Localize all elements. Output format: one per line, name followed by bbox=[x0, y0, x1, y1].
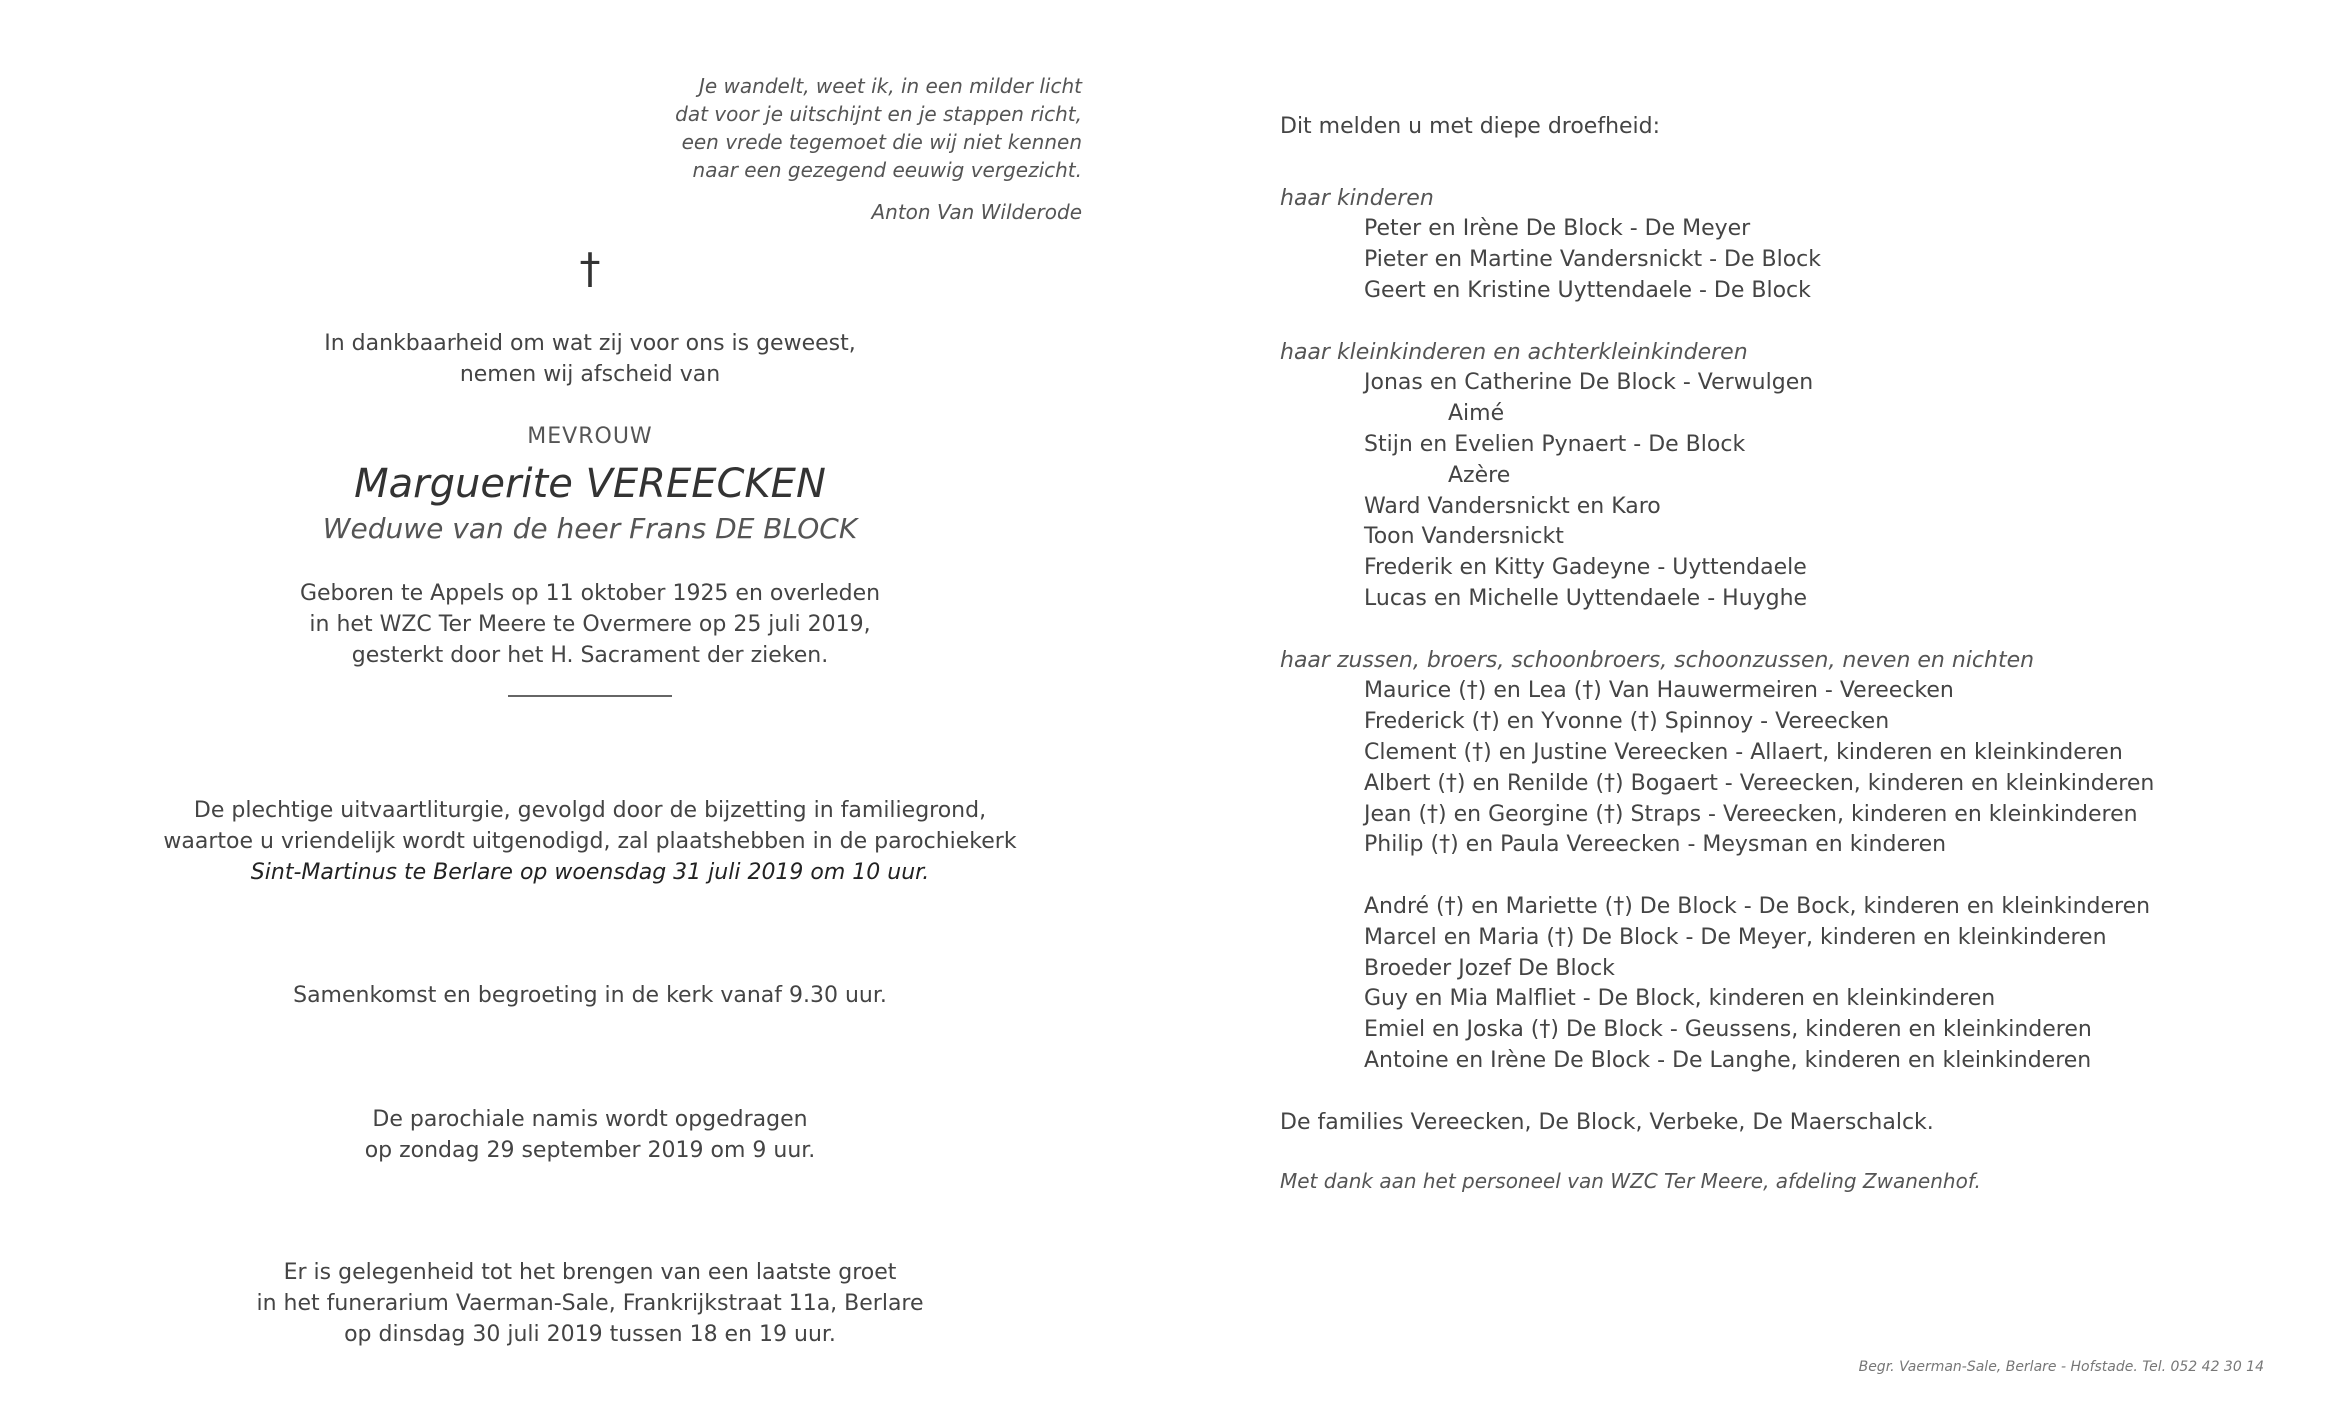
family-entry: Guy en Mia Malfliet - De Block, kinderen en kleinkinderen bbox=[1364, 986, 1996, 1012]
family-entry: Aimé bbox=[1448, 401, 1505, 427]
family-entry: Emiel en Joska (†) De Block - Geussens, kinderen en kleinkinderen bbox=[1364, 1017, 2092, 1043]
family-entry: Toon Vandersnickt bbox=[1364, 524, 1564, 550]
gathering-info: Samenkomst en begroeting in de kerk vanaf 9.30 uur. bbox=[293, 983, 887, 1008]
thanks-line: Met dank aan het personeel van WZC Ter Meere, afdeling Zwanenhof. bbox=[1280, 1169, 1981, 1194]
family-entry: Clement (†) en Justine Vereecken - Allaert, kinderen en kleinkinderen bbox=[1364, 739, 2123, 765]
family-entry: Frederik en Kitty Gadeyne - Uyttendaele bbox=[1364, 555, 1807, 581]
family-entry: Azère bbox=[1448, 462, 1511, 488]
family-entry: Peter en Irène De Block - De Meyer bbox=[1364, 216, 1751, 242]
grandchildren-heading: haar kleinkinderen en achterkleinkinderen bbox=[1280, 339, 1748, 365]
family-entry: Pieter en Martine Vandersnickt - De Block bbox=[1364, 247, 1822, 273]
cross-icon: † bbox=[579, 244, 601, 293]
visit-info bbox=[120, 1257, 1060, 1350]
birth-line: in het WZC Ter Meere te Overmere op 25 juli 2019, bbox=[309, 612, 871, 637]
visit-line: Er is gelegenheid tot het brengen van een laatste groet bbox=[283, 1260, 897, 1285]
mass-info bbox=[120, 1104, 1060, 1166]
visit-line: op dinsdag 30 juli 2019 tussen 18 en 19 uur. bbox=[344, 1322, 836, 1347]
deceased-name: Marguerite VEREECKEN bbox=[354, 461, 826, 507]
family-entry: Lucas en Michelle Uyttendaele - Huyghe bbox=[1364, 585, 1808, 611]
visit-line: in het funerarium Vaerman-Sale, Frankrijkstraat 11a, Berlare bbox=[256, 1291, 924, 1316]
funeral-line: De plechtige uitvaartliturgie, gevolgd door de bijzetting in familiegrond, bbox=[193, 798, 987, 823]
family-entry: Ward Vandersnickt en Karo bbox=[1364, 493, 1661, 519]
intro-line: nemen wij afscheid van bbox=[459, 362, 721, 387]
families-line: De families Vereecken, De Block, Verbeke, De Maerschalck. bbox=[1280, 1109, 1934, 1135]
footer-credit: Begr. Vaerman-Sale, Berlare - Hofstade. Tel. 052 42 30 14 bbox=[1858, 1359, 2264, 1375]
family-entry: Broeder Jozef De Block bbox=[1364, 955, 1615, 981]
family-entry: Maurice (†) en Lea (†) Van Hauwermeiren - Vereecken bbox=[1364, 678, 1954, 704]
birth-line: gesterkt door het H. Sacrament der zieken. bbox=[351, 643, 829, 668]
funeral-location: Sint-Martinus te Berlare op woensdag 31 juli 2019 om 10 uur. bbox=[250, 860, 930, 885]
children-heading: haar kinderen bbox=[1280, 185, 1434, 211]
widow-line: Weduwe van de heer Frans DE BLOCK bbox=[322, 512, 858, 545]
mass-line: op zondag 29 september 2019 om 9 uur. bbox=[364, 1138, 816, 1163]
poem-line: naar een gezegend eeuwig vergezicht. bbox=[692, 158, 1082, 182]
poem-line: Je wandelt, weet ik, in een milder licht bbox=[698, 74, 1082, 98]
title: MEVROUW bbox=[527, 424, 653, 449]
family-entry: Stijn en Evelien Pynaert - De Block bbox=[1364, 431, 1746, 457]
poem-line: een vrede tegemoet die wij niet kennen bbox=[681, 130, 1082, 154]
family-entry: Jean (†) en Georgine (†) Straps - Vereecken, kinderen en kleinkinderen bbox=[1364, 801, 2138, 827]
intro bbox=[120, 328, 1060, 390]
family-entry: Jonas en Catherine De Block - Verwulgen bbox=[1364, 370, 1814, 396]
siblings-heading: haar zussen, broers, schoonbroers, schoonzussen, neven en nichten bbox=[1280, 647, 2035, 673]
poem-author: Anton Van Wilderode bbox=[871, 200, 1082, 224]
family-entry: Antoine en Irène De Block - De Langhe, kinderen en kleinkinderen bbox=[1364, 1047, 2092, 1073]
funeral-line: waartoe u vriendelijk wordt uitgenodigd, zal plaatshebben in de parochiekerk bbox=[163, 829, 1017, 854]
family-entry: André (†) en Mariette (†) De Block - De Bock, kinderen en kleinkinderen bbox=[1364, 893, 2151, 919]
birth-info bbox=[120, 578, 1060, 671]
mass-line: De parochiale namis wordt opgedragen bbox=[372, 1107, 808, 1132]
family-entry: Geert en Kristine Uyttendaele - De Block bbox=[1364, 277, 1811, 303]
family-entry: Philip (†) en Paula Vereecken - Meysman en kinderen bbox=[1364, 832, 1947, 858]
poem-line: dat voor je uitschijnt en je stappen richt, bbox=[675, 102, 1082, 126]
intro-line: In dankbaarheid om wat zij voor ons is geweest, bbox=[324, 331, 856, 356]
poem bbox=[600, 72, 1082, 226]
funeral-info bbox=[120, 795, 1060, 888]
birth-line: Geboren te Appels op 11 oktober 1925 en overleden bbox=[299, 581, 881, 606]
announcement: Dit melden u met diepe droefheid: bbox=[1280, 114, 1661, 139]
divider bbox=[508, 695, 672, 697]
family-entry: Albert (†) en Renilde (†) Bogaert - Vereecken, kinderen en kleinkinderen bbox=[1364, 770, 2155, 796]
family-list bbox=[1280, 112, 2280, 1197]
family-entry: Frederick (†) en Yvonne (†) Spinnoy - Vereecken bbox=[1364, 709, 1890, 735]
family-entry: Marcel en Maria (†) De Block - De Meyer, kinderen en kleinkinderen bbox=[1364, 924, 2107, 950]
